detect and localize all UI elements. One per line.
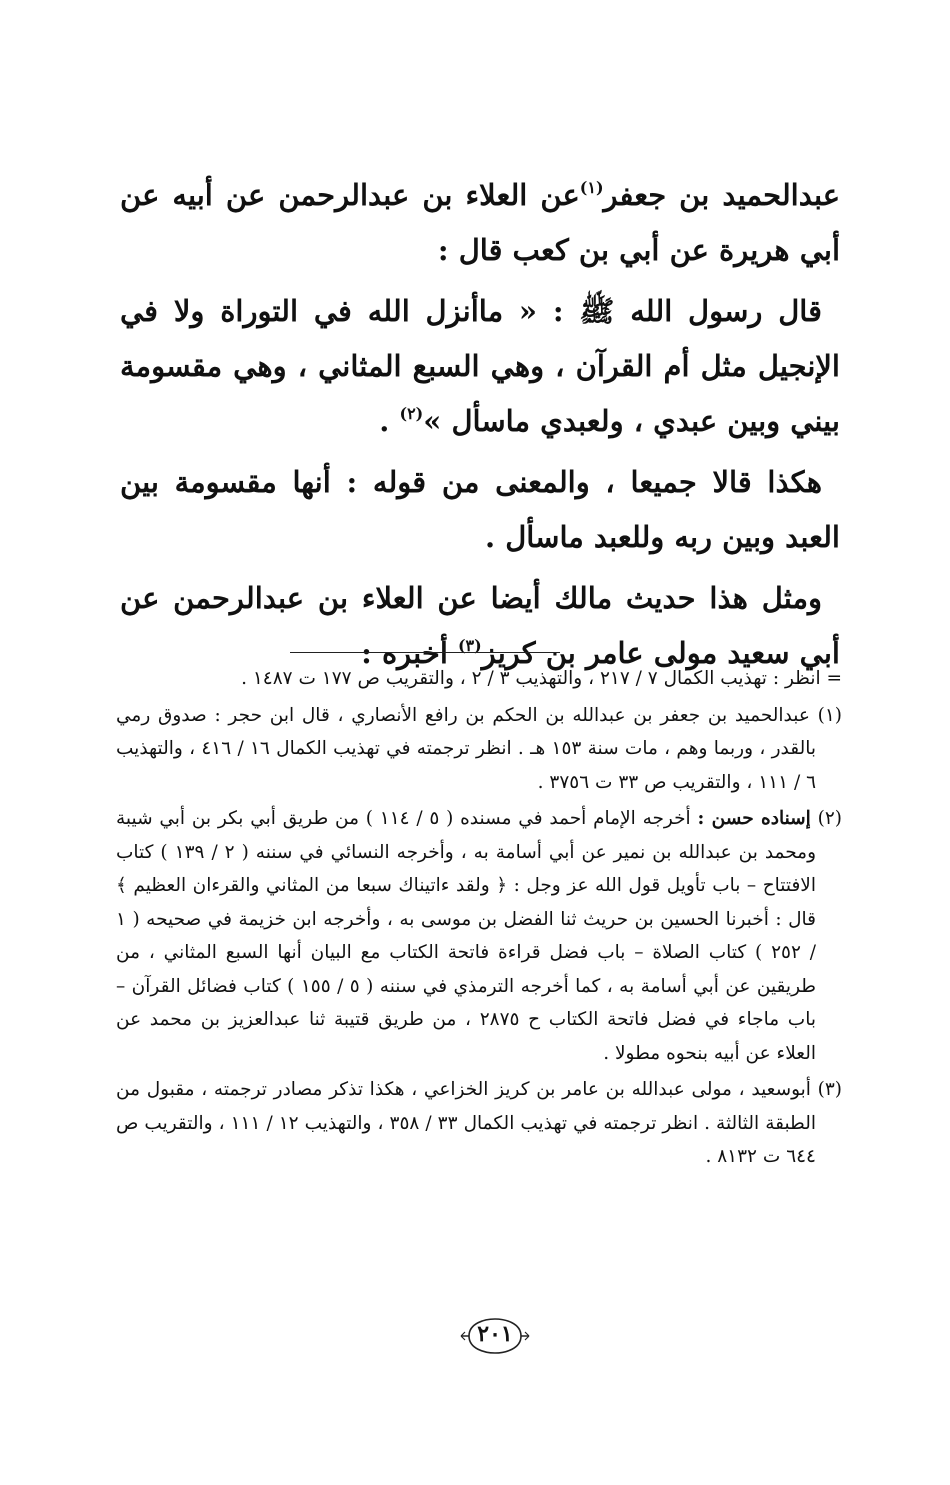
page-number-text: ٢٠١ [477,1321,513,1347]
text-span: ومثل هذا حديث مالك أيضا عن العلاء بن عبدالرحمن عن أبي سعيد مولى عامر بن كريز [120,581,840,670]
main-text [120,168,840,687]
footnote-3: (٣) أبوسعيد ، مولى عبدالله بن عامر بن كريز الخزاعي ، هكذا تذكر مصادر ترجمته ، مقبول من الطبقة الثالثة . انظر ترجمته في تهذيب الكمال ٣٣ / ٣٥٨ ، والتهذيب ١٢ / ١١١ ، والتقريب ص ٦٤٤ ت ٨١٣٢ . [116,1079,842,1167]
page-number [455,1315,535,1357]
text-span: أخبره : [361,636,458,670]
footnote-continued: = انظر : تهذيب الكمال ٧ / ٢١٧ ، والتهذيب ٣ / ٢ ، والتقريب ص ١٧٧ ت ١٤٨٧ . [241,668,842,689]
text-span: قال رسول الله ﷺ : « ماأنزل الله في التوراة ولا في الإنجيل مثل أم القرآن ، وهي السبع المثاني ، وهي مقسومة بيني وبين عبدي ، ولعبدي ماسأل » [120,294,840,438]
paragraph-commentary: هكذا قالا جميعا ، والمعنى من قوله : أنها مقسومة بين العبد وبين ربه وللعبد ماسأل . [120,465,840,554]
footnote-ref-2: (٢) [399,404,424,423]
footnote-ref-3: (٣) [457,636,482,655]
text-span: عبدالحميد بن جعفر [603,178,840,212]
footnote-2 [116,802,842,1070]
footnote-ref-1: (١) [579,178,604,197]
footnote-text: أخرجه الإمام أحمد في مسنده ( ٥ / ١١٤ ) من طريق أبي بكر بن أبي شيبة ومحمد بن عبدالله بن نمير عن أبي أسامة به ، وأخرجه النسائي في سننه ( ٢ / ١٣٩ ) كتاب الافتتاح – باب تأويل قول الله عز وجل : ﴿ ولقد ءاتيناك سبعا من المثاني والقرءان العظيم ﴾ قال : أخبرنا الحسين بن حريث ثنا الفضل بن موسى به ، وأخرجه ابن خزيمة في صحيحه ( ١ / ٢٥٢ ) كتاب الصلاة – باب فضل قراءة فاتحة الكتاب مع البيان أنها السبع المثاني ، من طريقين عن أبي أسامة به ، كما أخرجه الترمذي في سننه ( ٥ / ١٥٥ ) كتاب فضائل القرآن – باب ماجاء في فضل فاتحة الكتاب ح ٢٨٧٥ ، من طريق قتيبة ثنا عبدالعزيز بن محمد عن العلاء عن أبيه بنحوه مطولا . [116,808,817,1064]
paragraph-hadith [120,284,840,449]
text-span: عن العلاء بن عبدالرحمن عن أبيه عن أبي هريرة عن أبي بن كعب قال : [120,178,840,267]
paragraph-isnad [120,168,840,278]
footnotes [116,662,842,1177]
footnote-number: (٢) [817,808,842,829]
footnote-1: (١) عبدالحميد بن جعفر بن عبدالله بن الحكم بن رافع الأنصاري ، قال ابن حجر : صدوق رمي بالقدر ، وربما وهم ، مات سنة ١٥٣ هـ . انظر ترجمته في تهذيب الكمال ١٦ / ٤١٦ ، والتهذيب ٦ / ١١١ ، والتقريب ص ٣٣ ت ٣٧٥٦ . [116,704,842,793]
footnote-divider [290,652,560,653]
grading-label: إسناده حسن : [697,808,811,829]
text-span: . [379,404,400,438]
